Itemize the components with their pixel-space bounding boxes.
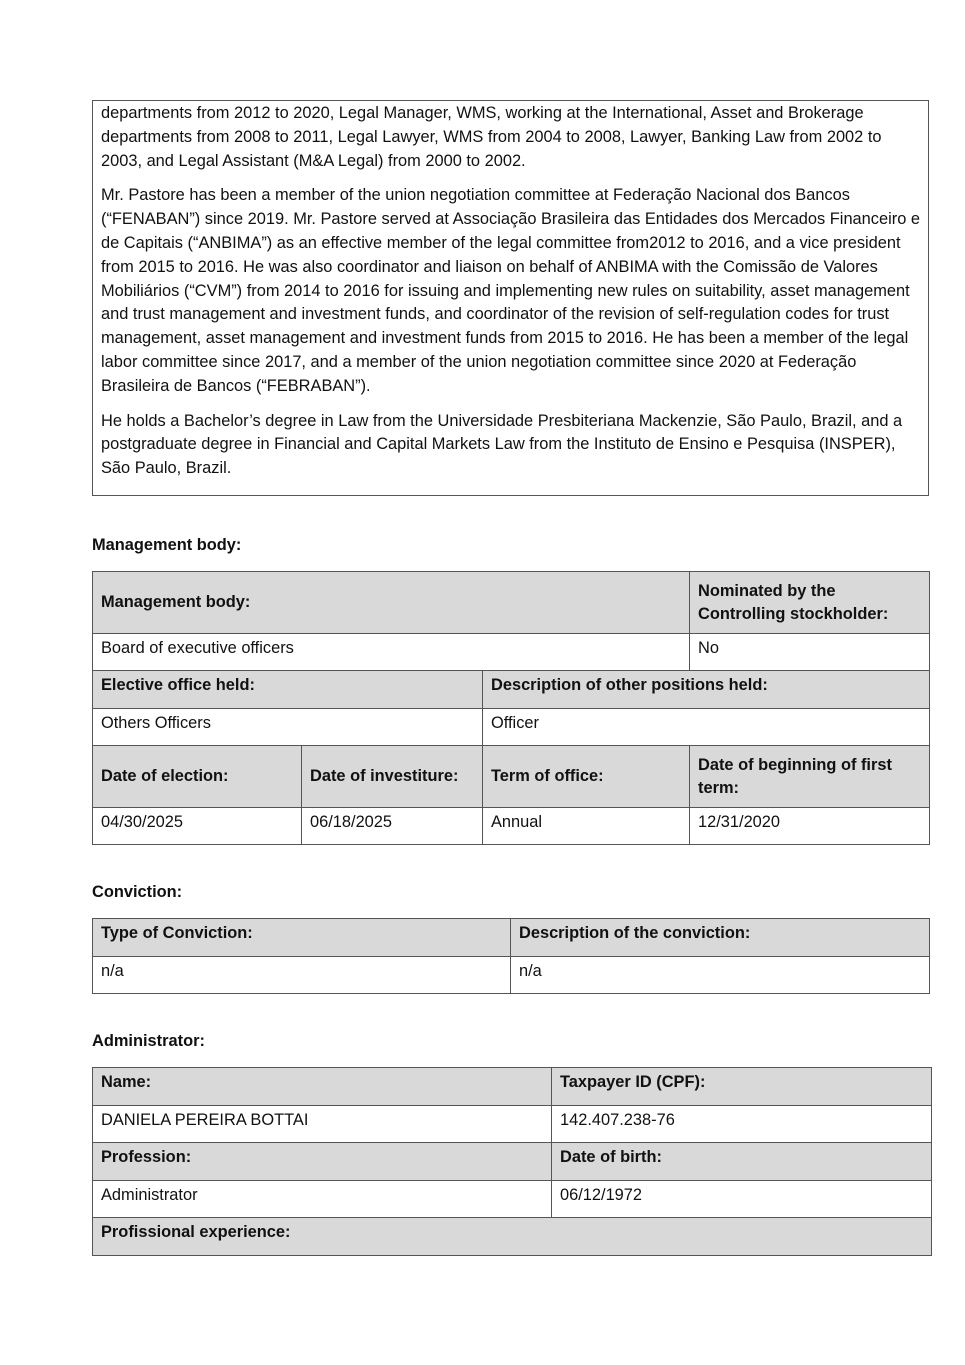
management-body-value: Board of executive officers [93,634,690,671]
bio-paragraph-3: He holds a Bachelor’s degree in Law from the Universidade Presbiteriana Mackenzie, São Paulo, Brazil, and a postgraduate degree in Financial and Capital Markets Law from the Instituto de Ensino e Pesquisa (INSPER), São Paulo, Brazil. [101,411,903,478]
conviction-description-label: Description of the conviction: [511,919,930,957]
bio-paragraph-2: Mr. Pastore has been a member of the union negotiation committee at Federação Nacional dos Bancos (“FENABAN”) since 2019. Mr. Pastore served at Associação Brasileira das Entidades dos Mercados Financeiro e de Capitais (“ANBIMA”) as an effective member of the legal committee from2012 to 2016, and a vice president from 2015 to 2016. He was also coordinator and liaison on behalf of ANBIMA with the Comissão de Valores Mobiliários (“CVM”) from 2014 to 2016 for issuing and implementing new rules on suitability, asset management and trust management and investment funds, and coordinator of the revision of self-regulation codes for trust management, asset management and investment funds from 2015 to 2016. He has been a member of the legal labor committee since 2017, and a member of the union negotiation committee since 2020 at Federação Brasileira de Bancos (“FEBRABAN”). [101,186,920,395]
profession-label: Profession: [93,1143,552,1181]
management-body-label: Management body: [93,572,690,634]
elective-office-label: Elective office held: [93,671,483,709]
conviction-description-value: n/a [511,957,930,994]
term-office-label: Term of office: [483,746,690,808]
administrator-table [92,1067,932,1256]
investiture-date-label: Date of investiture: [302,746,483,808]
birth-date-value: 06/12/1972 [552,1181,932,1218]
nominated-value: No [690,634,930,671]
first-term-label: Date of beginning of first term: [690,746,930,808]
nominated-label: Nominated by the Controlling stockholder: [690,572,930,634]
name-label: Name: [93,1068,552,1106]
first-term-value: 12/31/2020 [690,808,930,845]
biography-box [92,100,929,496]
profession-value: Administrator [93,1181,552,1218]
other-positions-value: Officer [483,709,930,746]
investiture-date-value: 06/18/2025 [302,808,483,845]
name-value: DANIELA PEREIRA BOTTAI [93,1106,552,1143]
conviction-type-value: n/a [93,957,511,994]
cpf-label: Taxpayer ID (CPF): [552,1068,932,1106]
election-date-label: Date of election: [93,746,302,808]
professional-experience-label: Profissional experience: [93,1218,932,1256]
cpf-value: 142.407.238-76 [552,1106,932,1143]
conviction-type-label: Type of Conviction: [93,919,511,957]
conviction-section-title: Conviction: [92,883,183,901]
management-table [92,571,930,845]
election-date-value: 04/30/2025 [93,808,302,845]
elective-office-value: Others Officers [93,709,483,746]
term-office-value: Annual [483,808,690,845]
management-section-title: Management body: [92,536,242,554]
conviction-table [92,918,930,994]
bio-paragraph-1: departments from 2012 to 2020, Legal Manager, WMS, working at the International, Asset and Brokerage departments from 2008 to 2011, Legal Lawyer, WMS from 2004 to 2008, Lawyer, Banking Law from 2002 to 2003, and Legal Assistant (M&A Legal) from 2000 to 2002. [101,104,882,170]
birth-date-label: Date of birth: [552,1143,932,1181]
other-positions-label: Description of other positions held: [483,671,930,709]
administrator-section-title: Administrator: [92,1032,205,1050]
